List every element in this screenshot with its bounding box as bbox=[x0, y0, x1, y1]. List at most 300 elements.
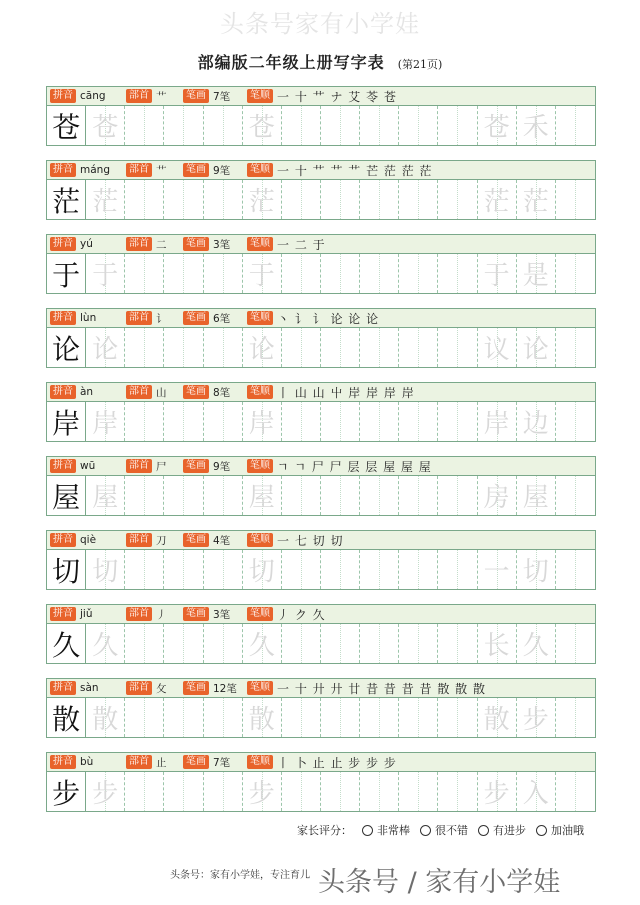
practice-cell[interactable] bbox=[164, 106, 203, 145]
pinyin-tag: 拼音 bbox=[50, 163, 76, 177]
trace-character: 苍 bbox=[92, 113, 119, 143]
practice-cell[interactable] bbox=[399, 402, 438, 441]
character-row bbox=[46, 382, 596, 444]
radical-value: 艹 bbox=[156, 164, 167, 177]
pinyin-field bbox=[50, 311, 126, 325]
practice-cell[interactable] bbox=[438, 402, 477, 441]
stroke-count-field bbox=[183, 533, 247, 548]
practice-cell[interactable] bbox=[517, 624, 556, 663]
row-info-bar bbox=[46, 456, 596, 476]
stroke-order-field bbox=[247, 754, 397, 771]
row-info-bar bbox=[46, 752, 596, 772]
practice-cell[interactable] bbox=[556, 106, 595, 145]
practice-cell[interactable] bbox=[478, 550, 517, 589]
trace-character: 茫 bbox=[522, 187, 549, 217]
trace-character: 屋 bbox=[248, 483, 275, 513]
pinyin-value: sàn bbox=[80, 682, 99, 694]
practice-cell[interactable] bbox=[556, 772, 595, 811]
trace-character: 散 bbox=[248, 705, 275, 735]
practice-cell[interactable] bbox=[204, 698, 243, 737]
stroke-order-tag: 笔顺 bbox=[247, 533, 273, 547]
trace-character: 切 bbox=[522, 557, 549, 587]
practice-cell[interactable] bbox=[399, 106, 438, 145]
practice-cell[interactable] bbox=[164, 254, 203, 293]
radical-tag: 部首 bbox=[126, 237, 152, 251]
trace-character: 屋 bbox=[92, 483, 119, 513]
pinyin-value: qiè bbox=[80, 534, 97, 546]
row-info-bar bbox=[46, 678, 596, 698]
stroke-count-field bbox=[183, 163, 247, 178]
model-character-cell bbox=[47, 106, 86, 145]
practice-cell[interactable] bbox=[86, 328, 125, 367]
practice-cell[interactable] bbox=[438, 624, 477, 663]
practice-cell[interactable] bbox=[86, 106, 125, 145]
trace-character: 于 bbox=[248, 261, 275, 291]
stroke-count-tag: 笔画 bbox=[183, 533, 209, 547]
practice-cell[interactable] bbox=[282, 402, 321, 441]
trace-character: 议 bbox=[483, 335, 510, 365]
rating-option-circle[interactable] bbox=[536, 825, 547, 836]
radical-tag: 部首 bbox=[126, 311, 152, 325]
practice-cell[interactable] bbox=[282, 550, 321, 589]
pinyin-value: lùn bbox=[80, 312, 97, 324]
practice-cell[interactable] bbox=[478, 698, 517, 737]
stroke-order-value: 丿 ク 久 bbox=[277, 607, 326, 622]
trace-character: 岸 bbox=[248, 409, 275, 439]
trace-character: 茫 bbox=[92, 187, 119, 217]
practice-cell[interactable] bbox=[399, 254, 438, 293]
row-info-bar bbox=[46, 530, 596, 550]
practice-cell[interactable] bbox=[125, 328, 164, 367]
practice-cell[interactable] bbox=[282, 180, 321, 219]
practice-cell[interactable] bbox=[517, 698, 556, 737]
practice-cell[interactable] bbox=[125, 180, 164, 219]
practice-cell[interactable] bbox=[556, 402, 595, 441]
practice-cell[interactable] bbox=[243, 402, 282, 441]
practice-cell[interactable] bbox=[556, 180, 595, 219]
model-character-cell bbox=[47, 402, 86, 441]
model-character: 茫 bbox=[52, 184, 81, 218]
trace-character: 禾 bbox=[522, 113, 549, 143]
practice-cell[interactable] bbox=[164, 624, 203, 663]
page-number: (第21页) bbox=[397, 58, 443, 71]
trace-character: 步 bbox=[92, 779, 119, 809]
stroke-order-value: 丨 卜 止 止 步 步 步 bbox=[277, 755, 397, 770]
trace-character: 是 bbox=[522, 261, 549, 291]
stroke-count-value: 12笔 bbox=[213, 682, 237, 695]
character-row bbox=[46, 604, 596, 666]
practice-cell[interactable] bbox=[360, 698, 399, 737]
radical-tag: 部首 bbox=[126, 459, 152, 473]
practice-cell[interactable] bbox=[360, 106, 399, 145]
model-character: 步 bbox=[52, 776, 81, 810]
stroke-order-tag: 笔顺 bbox=[247, 163, 273, 177]
model-character-cell bbox=[47, 772, 86, 811]
practice-cell[interactable] bbox=[399, 180, 438, 219]
practice-cell[interactable] bbox=[125, 476, 164, 515]
character-row bbox=[46, 530, 596, 592]
writing-grid bbox=[46, 624, 596, 664]
practice-cell[interactable] bbox=[164, 402, 203, 441]
pinyin-tag: 拼音 bbox=[50, 755, 76, 769]
practice-cell[interactable] bbox=[86, 402, 125, 441]
stroke-count-tag: 笔画 bbox=[183, 385, 209, 399]
practice-cell[interactable] bbox=[125, 624, 164, 663]
character-row bbox=[46, 160, 596, 222]
pinyin-value: máng bbox=[80, 164, 110, 176]
radical-value: 尸 bbox=[156, 460, 167, 473]
model-character: 于 bbox=[52, 258, 81, 292]
practice-cell[interactable] bbox=[282, 328, 321, 367]
stroke-order-field bbox=[247, 532, 343, 549]
stroke-count-field bbox=[183, 385, 247, 400]
practice-cell[interactable] bbox=[204, 550, 243, 589]
trace-character: 步 bbox=[483, 779, 510, 809]
practice-cell[interactable] bbox=[399, 476, 438, 515]
practice-cell[interactable] bbox=[517, 106, 556, 145]
practice-cell[interactable] bbox=[360, 328, 399, 367]
practice-cell[interactable] bbox=[321, 698, 360, 737]
stroke-count-value: 7笔 bbox=[213, 90, 231, 103]
writing-grid bbox=[46, 476, 596, 516]
practice-cell[interactable] bbox=[478, 476, 517, 515]
stroke-order-tag: 笔顺 bbox=[247, 755, 273, 769]
pinyin-field bbox=[50, 681, 126, 695]
practice-cell[interactable] bbox=[517, 772, 556, 811]
practice-cell[interactable] bbox=[360, 550, 399, 589]
character-row bbox=[46, 456, 596, 518]
stroke-count-field bbox=[183, 237, 247, 252]
writing-grid bbox=[46, 402, 596, 442]
practice-cell[interactable] bbox=[478, 328, 517, 367]
stroke-order-tag: 笔顺 bbox=[247, 311, 273, 325]
pinyin-field bbox=[50, 607, 126, 621]
radical-tag: 部首 bbox=[126, 755, 152, 769]
stroke-count-tag: 笔画 bbox=[183, 681, 209, 695]
radical-tag: 部首 bbox=[126, 533, 152, 547]
character-rows bbox=[46, 86, 596, 826]
practice-cell[interactable] bbox=[164, 476, 203, 515]
radical-tag: 部首 bbox=[126, 607, 152, 621]
pinyin-tag: 拼音 bbox=[50, 311, 76, 325]
practice-cell[interactable] bbox=[399, 550, 438, 589]
parent-rating bbox=[297, 822, 584, 838]
practice-cell[interactable] bbox=[86, 772, 125, 811]
trace-character: 久 bbox=[92, 631, 119, 661]
stroke-count-value: 9笔 bbox=[213, 460, 231, 473]
pinyin-value: jiǔ bbox=[80, 608, 93, 620]
stroke-order-value: 一 二 于 bbox=[277, 237, 326, 252]
pinyin-tag: 拼音 bbox=[50, 459, 76, 473]
page-header bbox=[0, 50, 640, 73]
practice-cell[interactable] bbox=[556, 624, 595, 663]
radical-field bbox=[126, 459, 183, 474]
trace-character: 论 bbox=[248, 335, 275, 365]
practice-cell[interactable] bbox=[321, 254, 360, 293]
practice-cell[interactable] bbox=[438, 328, 477, 367]
writing-grid bbox=[46, 106, 596, 146]
stroke-count-tag: 笔画 bbox=[183, 459, 209, 473]
character-row bbox=[46, 234, 596, 296]
rating-option-label: 非常棒 bbox=[377, 824, 410, 837]
trace-character: 散 bbox=[92, 705, 119, 735]
practice-cell[interactable] bbox=[204, 180, 243, 219]
radical-tag: 部首 bbox=[126, 163, 152, 177]
practice-cell[interactable] bbox=[204, 106, 243, 145]
practice-cell[interactable] bbox=[243, 254, 282, 293]
trace-character: 论 bbox=[522, 335, 549, 365]
practice-cell[interactable] bbox=[478, 106, 517, 145]
practice-cell[interactable] bbox=[282, 254, 321, 293]
practice-cell[interactable] bbox=[164, 180, 203, 219]
radical-field bbox=[126, 607, 183, 622]
practice-cell[interactable] bbox=[204, 624, 243, 663]
practice-cell[interactable] bbox=[321, 328, 360, 367]
practice-cell[interactable] bbox=[321, 624, 360, 663]
character-row bbox=[46, 86, 596, 148]
practice-cell[interactable] bbox=[517, 254, 556, 293]
practice-cell[interactable] bbox=[399, 624, 438, 663]
practice-cell[interactable] bbox=[243, 328, 282, 367]
practice-cell[interactable] bbox=[556, 550, 595, 589]
practice-cell[interactable] bbox=[478, 624, 517, 663]
stroke-count-value: 9笔 bbox=[213, 164, 231, 177]
practice-cell[interactable] bbox=[517, 180, 556, 219]
practice-cell[interactable] bbox=[125, 106, 164, 145]
radical-field bbox=[126, 681, 183, 696]
watermark-top: 头条号家有小学娃 bbox=[220, 10, 420, 38]
practice-cell[interactable] bbox=[517, 402, 556, 441]
radical-value: 丿 bbox=[156, 608, 167, 621]
practice-cell[interactable] bbox=[517, 476, 556, 515]
trace-character: 边 bbox=[522, 409, 549, 439]
pinyin-tag: 拼音 bbox=[50, 385, 76, 399]
practice-cell[interactable] bbox=[360, 254, 399, 293]
model-character: 散 bbox=[52, 702, 81, 736]
writing-grid bbox=[46, 328, 596, 368]
pinyin-field bbox=[50, 385, 126, 399]
practice-cell[interactable] bbox=[478, 772, 517, 811]
practice-cell[interactable] bbox=[243, 772, 282, 811]
practice-cell[interactable] bbox=[360, 402, 399, 441]
practice-cell[interactable] bbox=[125, 402, 164, 441]
practice-cell[interactable] bbox=[321, 550, 360, 589]
radical-field bbox=[126, 237, 183, 252]
practice-cell[interactable] bbox=[125, 254, 164, 293]
stroke-count-tag: 笔画 bbox=[183, 607, 209, 621]
radical-tag: 部首 bbox=[126, 681, 152, 695]
practice-cell[interactable] bbox=[86, 254, 125, 293]
row-info-bar bbox=[46, 604, 596, 624]
practice-cell[interactable] bbox=[243, 550, 282, 589]
trace-character: 屋 bbox=[522, 483, 549, 513]
practice-cell[interactable] bbox=[243, 476, 282, 515]
practice-cell[interactable] bbox=[125, 772, 164, 811]
stroke-order-field bbox=[247, 680, 486, 697]
stroke-order-value: 一 十 廾 廾 廿 昔 昔 昔 昔 散 散 散 bbox=[277, 681, 486, 696]
practice-cell[interactable] bbox=[517, 328, 556, 367]
footer-text: 头条号：家有小学娃，专注育儿 bbox=[170, 870, 310, 881]
practice-cell[interactable] bbox=[321, 402, 360, 441]
practice-cell[interactable] bbox=[282, 698, 321, 737]
stroke-count-value: 6笔 bbox=[213, 312, 231, 325]
trace-character: 茫 bbox=[248, 187, 275, 217]
trace-character: 长 bbox=[483, 631, 510, 661]
practice-cell[interactable] bbox=[556, 476, 595, 515]
stroke-order-field bbox=[247, 88, 397, 105]
stroke-order-field bbox=[247, 458, 432, 475]
practice-cell[interactable] bbox=[204, 772, 243, 811]
practice-cell[interactable] bbox=[321, 476, 360, 515]
stroke-order-value: ㄱ ㄱ 尸 尸 层 层 屋 屋 屋 bbox=[277, 459, 432, 474]
pinyin-value: wū bbox=[80, 460, 96, 472]
practice-cell[interactable] bbox=[556, 328, 595, 367]
rating-option-circle[interactable] bbox=[420, 825, 431, 836]
practice-cell[interactable] bbox=[321, 772, 360, 811]
practice-cell[interactable] bbox=[243, 698, 282, 737]
practice-cell[interactable] bbox=[399, 698, 438, 737]
practice-cell[interactable] bbox=[282, 106, 321, 145]
trace-character: 切 bbox=[248, 557, 275, 587]
practice-cell[interactable] bbox=[360, 624, 399, 663]
stroke-order-tag: 笔顺 bbox=[247, 385, 273, 399]
stroke-order-value: 丶 讠 讠 论 论 论 bbox=[277, 311, 380, 326]
practice-cell[interactable] bbox=[282, 772, 321, 811]
radical-field bbox=[126, 163, 183, 178]
practice-cell[interactable] bbox=[517, 550, 556, 589]
practice-cell[interactable] bbox=[478, 402, 517, 441]
practice-cell[interactable] bbox=[478, 180, 517, 219]
writing-grid bbox=[46, 698, 596, 738]
practice-cell[interactable] bbox=[438, 106, 477, 145]
pinyin-value: cāng bbox=[80, 90, 106, 102]
radical-field bbox=[126, 385, 183, 400]
practice-cell[interactable] bbox=[282, 624, 321, 663]
practice-cell[interactable] bbox=[438, 476, 477, 515]
radical-value: 艹 bbox=[156, 90, 167, 103]
practice-cell[interactable] bbox=[399, 328, 438, 367]
practice-cell[interactable] bbox=[478, 254, 517, 293]
practice-cell[interactable] bbox=[164, 772, 203, 811]
practice-cell[interactable] bbox=[243, 180, 282, 219]
practice-cell[interactable] bbox=[164, 698, 203, 737]
practice-cell[interactable] bbox=[438, 698, 477, 737]
practice-cell[interactable] bbox=[204, 328, 243, 367]
writing-grid bbox=[46, 772, 596, 812]
radical-field bbox=[126, 533, 183, 548]
trace-character: 岸 bbox=[92, 409, 119, 439]
watermark-bottom: 头条号 / 家有小学娃 bbox=[318, 867, 561, 898]
practice-cell[interactable] bbox=[204, 476, 243, 515]
rating-label: 家长评分： bbox=[297, 824, 352, 837]
pinyin-value: yú bbox=[80, 238, 93, 250]
model-character: 久 bbox=[52, 628, 81, 662]
radical-value: 讠 bbox=[156, 312, 167, 325]
practice-cell[interactable] bbox=[556, 254, 595, 293]
radical-value: 二 bbox=[156, 238, 167, 251]
practice-cell[interactable] bbox=[243, 624, 282, 663]
practice-cell[interactable] bbox=[360, 476, 399, 515]
trace-character: 于 bbox=[483, 261, 510, 291]
pinyin-field bbox=[50, 459, 126, 473]
trace-character: 切 bbox=[92, 557, 119, 587]
trace-character: 步 bbox=[522, 705, 549, 735]
trace-character: 茫 bbox=[483, 187, 510, 217]
trace-character: 于 bbox=[92, 261, 119, 291]
practice-cell[interactable] bbox=[204, 254, 243, 293]
practice-cell[interactable] bbox=[164, 550, 203, 589]
row-info-bar bbox=[46, 86, 596, 106]
trace-character: 论 bbox=[92, 335, 119, 365]
radical-field bbox=[126, 311, 183, 326]
practice-cell[interactable] bbox=[204, 402, 243, 441]
practice-cell[interactable] bbox=[438, 550, 477, 589]
pinyin-field bbox=[50, 237, 126, 251]
practice-cell[interactable] bbox=[243, 106, 282, 145]
practice-cell[interactable] bbox=[86, 476, 125, 515]
practice-cell[interactable] bbox=[438, 180, 477, 219]
trace-character: 入 bbox=[522, 779, 549, 809]
page-title: 部编版二年级上册写字表 bbox=[197, 53, 385, 72]
pinyin-value: àn bbox=[80, 386, 94, 398]
writing-grid bbox=[46, 254, 596, 294]
stroke-order-field bbox=[247, 162, 433, 179]
model-character-cell bbox=[47, 180, 86, 219]
practice-cell[interactable] bbox=[164, 328, 203, 367]
model-character-cell bbox=[47, 550, 86, 589]
stroke-count-value: 3笔 bbox=[213, 608, 231, 621]
row-info-bar bbox=[46, 382, 596, 402]
stroke-order-tag: 笔顺 bbox=[247, 607, 273, 621]
stroke-order-field bbox=[247, 606, 326, 623]
practice-cell[interactable] bbox=[399, 772, 438, 811]
stroke-order-tag: 笔顺 bbox=[247, 237, 273, 251]
practice-cell[interactable] bbox=[86, 698, 125, 737]
practice-cell[interactable] bbox=[321, 106, 360, 145]
trace-character: 一 bbox=[483, 557, 510, 587]
stroke-count-tag: 笔画 bbox=[183, 237, 209, 251]
rating-option-label: 加油哦 bbox=[551, 824, 584, 837]
stroke-order-field bbox=[247, 310, 379, 327]
trace-character: 久 bbox=[522, 631, 549, 661]
practice-cell[interactable] bbox=[86, 624, 125, 663]
practice-cell[interactable] bbox=[360, 180, 399, 219]
stroke-count-value: 4笔 bbox=[213, 534, 231, 547]
practice-cell[interactable] bbox=[360, 772, 399, 811]
practice-cell[interactable] bbox=[86, 550, 125, 589]
row-info-bar bbox=[46, 160, 596, 180]
practice-cell[interactable] bbox=[438, 254, 477, 293]
stroke-order-value: 一 七 切 切 bbox=[277, 533, 344, 548]
stroke-count-value: 8笔 bbox=[213, 386, 231, 399]
pinyin-tag: 拼音 bbox=[50, 681, 76, 695]
radical-value: 山 bbox=[156, 386, 167, 399]
practice-cell[interactable] bbox=[86, 180, 125, 219]
pinyin-tag: 拼音 bbox=[50, 533, 76, 547]
stroke-count-field bbox=[183, 607, 247, 622]
practice-cell[interactable] bbox=[438, 772, 477, 811]
practice-cell[interactable] bbox=[125, 550, 164, 589]
practice-cell[interactable] bbox=[556, 698, 595, 737]
practice-cell[interactable] bbox=[321, 180, 360, 219]
rating-option-circle[interactable] bbox=[478, 825, 489, 836]
rating-option-circle[interactable] bbox=[362, 825, 373, 836]
stroke-count-field bbox=[183, 755, 247, 770]
rating-option-label: 很不错 bbox=[435, 824, 468, 837]
practice-cell[interactable] bbox=[125, 698, 164, 737]
writing-grid bbox=[46, 180, 596, 220]
practice-cell[interactable] bbox=[282, 476, 321, 515]
